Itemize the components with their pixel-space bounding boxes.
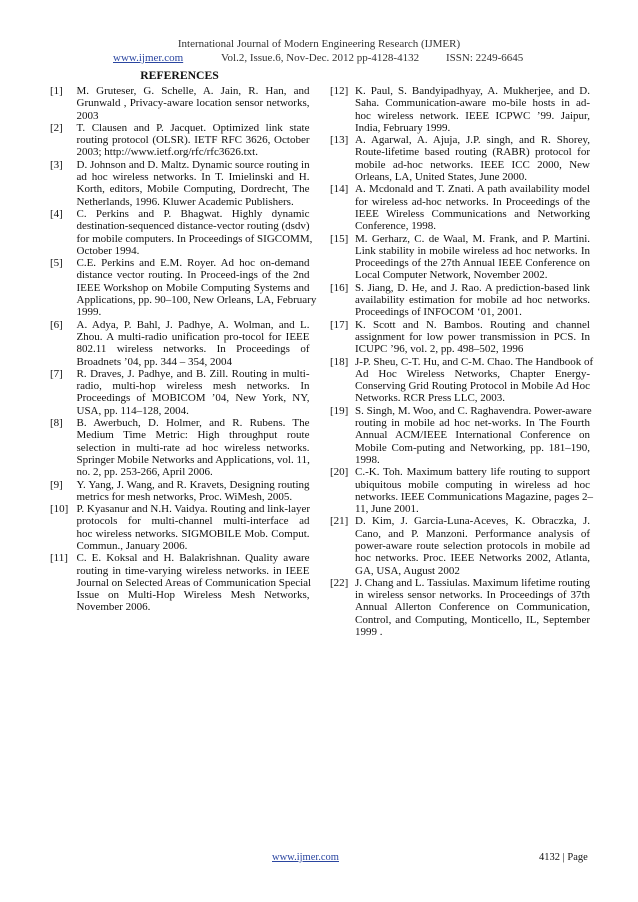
reference-line: Applications, pp. 90–100, New Orleans, LA, February bbox=[76, 294, 317, 307]
reference-item bbox=[330, 515, 592, 576]
reference-line: P. Kyasanur and N.H. Vaidya. Routing and link-layer bbox=[76, 503, 311, 516]
reference-line: for wireless ad-hoc networks. In Proceedings of the bbox=[355, 195, 590, 208]
reference-text bbox=[355, 183, 590, 232]
reference-item bbox=[50, 85, 310, 122]
footer-website-link[interactable]: www.ijmer.com bbox=[272, 852, 339, 863]
reference-line: metrics for mesh networks, Proc. WiMesh, 2005. bbox=[76, 490, 293, 503]
reference-line: IEEE Workshop on Mobile Computing Systems and bbox=[76, 281, 310, 294]
reference-line: C. Perkins and P. Bhagwat. Highly dynamic bbox=[76, 207, 310, 220]
issn: ISSN: 2249-6645 bbox=[446, 52, 524, 64]
reference-number: [16] bbox=[330, 281, 349, 294]
reference-number: [12] bbox=[330, 85, 349, 97]
reference-item bbox=[330, 405, 592, 466]
references-right-column bbox=[330, 85, 592, 638]
reference-text bbox=[77, 122, 310, 159]
reference-text bbox=[77, 368, 310, 417]
reference-line: in wireless sensor networks. In Proceedings of 37th bbox=[355, 589, 590, 602]
reference-number: [22] bbox=[330, 576, 349, 589]
reference-line: Broadnets ’04, pp. 344 – 354, 2004 bbox=[76, 355, 233, 368]
reference-line: Annual Allerton Conference on Communication, bbox=[355, 601, 590, 614]
reference-number: [3] bbox=[50, 158, 63, 171]
volume-info: Vol.2, Issue.6, Nov-Dec. 2012 pp-4128-4132 bbox=[221, 52, 420, 64]
reference-item bbox=[50, 207, 313, 257]
reference-line: C.E. Perkins and E.M. Royer. Ad hoc on-demand bbox=[76, 257, 310, 270]
reference-line: Medium Time Metric: High throughput route bbox=[76, 429, 310, 442]
reference-line: Link stability in mobile wireless ad hoc networks. In bbox=[355, 244, 590, 257]
journal-title: International Journal of Modern Engineering Research (IJMER) bbox=[177, 38, 461, 50]
reference-line: Annual ACM/IEEE International Conference on bbox=[355, 429, 590, 442]
reference-text bbox=[77, 503, 310, 552]
reference-line: Grunwald , Privacy-aware location sensor networks, bbox=[76, 97, 310, 110]
reference-line: IEEE Wireless Communications and Networking bbox=[355, 207, 590, 220]
reference-line: Proceedings of the 27th Annual IEEE Conference on bbox=[355, 257, 590, 270]
reference-text bbox=[355, 134, 590, 183]
reference-line: Commun., January 2006. bbox=[76, 539, 188, 552]
reference-line: routing in mobile ad hoc net-works. In The Fourth bbox=[355, 417, 590, 430]
reference-line: 802.11 wireless networks. In Proceedings of bbox=[76, 343, 310, 356]
reference-line: no. 2, pp. 253-266, April 2006. bbox=[76, 466, 213, 479]
reference-number: [21] bbox=[330, 515, 349, 528]
reference-line: C. E. Koksal and H. Balakrishnan. Quality aware bbox=[76, 552, 310, 565]
reference-line: Control, and Computing, Monticello, IL, September bbox=[355, 613, 590, 626]
reference-line: Netherlands, 1996. Kluwer Academic Publishers. bbox=[76, 195, 294, 208]
header-website-link[interactable]: www.ijmer.com bbox=[113, 52, 184, 64]
reference-line: Cano, and P. Manzoni. Performance analysis of bbox=[355, 527, 590, 540]
reference-item bbox=[50, 122, 310, 159]
reference-line: hoc networks. Proc. IEEE Networks 2002, Atlanta, bbox=[355, 552, 590, 565]
reference-line: Proceedings of MOBICOM ’04, New York, NY, bbox=[76, 392, 310, 405]
reference-line: Saha. Communication-aware mo-bile hosts in ad- bbox=[355, 97, 590, 110]
reference-item bbox=[330, 466, 592, 515]
reference-line: Korth, editors, Mobile Computing, Dordrecht, The bbox=[76, 183, 310, 196]
reference-text bbox=[77, 552, 310, 613]
reference-line: mobile ad-hoc networks. IEEE ICC 2000, New bbox=[355, 158, 590, 171]
reference-item bbox=[50, 479, 310, 504]
reference-text bbox=[76, 207, 313, 257]
reference-line: October 1994. bbox=[76, 244, 140, 257]
reference-line: radio, multi-hop wireless mesh networks. In bbox=[76, 380, 310, 393]
reference-line: selection in multi-rate ad hoc wireless networks. bbox=[76, 441, 310, 454]
reference-text bbox=[355, 233, 590, 282]
reference-item bbox=[330, 134, 592, 183]
reference-text bbox=[355, 319, 590, 356]
reference-number: [4] bbox=[50, 207, 63, 220]
reference-number: [2] bbox=[50, 121, 63, 134]
reference-item bbox=[330, 282, 592, 319]
reference-number: [1] bbox=[50, 85, 63, 97]
reference-item bbox=[50, 319, 310, 368]
reference-line: A. Agarwal, A. Ajuja, J.P. singh, and R. Shorey, bbox=[355, 134, 590, 147]
reference-line: J. Chang and L. Tassiulas. Maximum lifetime routing bbox=[355, 576, 590, 589]
reference-line: 11, June 2001. bbox=[355, 503, 419, 516]
reference-line: 1999. bbox=[76, 306, 102, 319]
reference-line: GA, USA, August 2002 bbox=[355, 564, 460, 577]
reference-item bbox=[330, 85, 592, 134]
reference-line: ubiquitous mobile computing in wireless ad hoc bbox=[355, 478, 590, 491]
reference-line: for mobile computers. In Proceedings of SIGCOMM, bbox=[76, 232, 313, 245]
reference-item bbox=[330, 356, 592, 405]
reference-line: D. Kim, J. Garcia-Luna-Aceves, K. Obraczka, J. bbox=[355, 515, 590, 528]
reference-item bbox=[50, 159, 310, 208]
reference-number: [20] bbox=[330, 466, 349, 479]
reference-line: November 2006. bbox=[76, 601, 151, 614]
reference-text bbox=[355, 405, 590, 466]
reference-text bbox=[77, 319, 310, 368]
reference-text bbox=[355, 85, 590, 134]
reference-item bbox=[50, 417, 310, 478]
reference-number: [6] bbox=[50, 318, 63, 331]
reference-text bbox=[355, 466, 593, 516]
reference-line: 1999 . bbox=[355, 626, 383, 639]
reference-item bbox=[330, 233, 592, 282]
reference-item bbox=[50, 552, 310, 613]
reference-line: ICUPC ’96, vol. 2, pp. 498–502, 1996 bbox=[355, 343, 524, 356]
reference-line: K. Scott and N. Bambos. Routing and channel bbox=[355, 318, 590, 331]
reference-line: B. Awerbuch, D. Holmer, and R. Rubens. The bbox=[76, 417, 310, 430]
reference-line: Springer Mobile Networks and Applications, vol. 11, bbox=[76, 453, 310, 466]
reference-line: J-P. Sheu, C-T. Hu, and C-M. Chao. The Handbook of bbox=[355, 355, 594, 368]
reference-text bbox=[77, 417, 310, 478]
reference-line: hoc wireless network. IEEE ICPWC ’99. Jaipur, bbox=[355, 109, 590, 122]
references-left-column bbox=[50, 85, 317, 614]
reference-item bbox=[330, 319, 592, 356]
reference-number: [15] bbox=[330, 232, 349, 245]
reference-line: S. Jiang, D. He, and J. Rao. A prediction-based link bbox=[355, 281, 590, 294]
reference-line: destination-sequenced distance-vector routing (dsdv) bbox=[76, 220, 310, 233]
reference-number: [17] bbox=[330, 318, 349, 331]
reference-line: 2003 bbox=[76, 109, 99, 122]
reference-line: Orleans, LA, United States, June 2000. bbox=[355, 171, 527, 184]
page-number: 4132 | Page bbox=[539, 852, 588, 863]
reference-line: T. Clausen and P. Jacquet. Optimized link state bbox=[76, 121, 310, 134]
references-heading: REFERENCES bbox=[140, 69, 219, 82]
reference-line: Journal on Selected Areas of Communication Special bbox=[76, 576, 312, 589]
reference-line: distance vector routing. In Proceed-ings of the 2nd bbox=[76, 269, 310, 282]
reference-text bbox=[77, 159, 310, 208]
reference-line: power-aware route selection protocols in mobile ad bbox=[355, 539, 590, 552]
reference-item bbox=[50, 503, 310, 552]
reference-line: D. Johnson and D. Maltz. Dynamic source routing in bbox=[76, 158, 310, 171]
reference-line: C.-K. Toh. Maximum battery life routing to support bbox=[355, 466, 590, 479]
reference-number: [11] bbox=[50, 552, 68, 565]
reference-line: M. Gruteser, G. Schelle, A. Jain, R. Han, and bbox=[76, 85, 310, 97]
reference-text bbox=[77, 479, 310, 504]
reference-item bbox=[330, 183, 592, 232]
reference-text bbox=[355, 355, 594, 405]
reference-line: availability estimation for mobile ad hoc networks. bbox=[355, 294, 590, 307]
reference-line: Proceedings of INFOCOM ‘01, 2001. bbox=[355, 306, 522, 319]
reference-text bbox=[355, 515, 590, 576]
reference-line: Local Computer Network, November 2002. bbox=[355, 269, 548, 282]
reference-item bbox=[50, 257, 317, 319]
reference-line: networks. IEEE Communications Magazine, pages 2– bbox=[355, 490, 593, 503]
reference-line: Conserving Grid Routing Protocol in Mobile Ad Hoc bbox=[355, 380, 590, 393]
reference-number: [19] bbox=[330, 404, 349, 417]
reference-line: 2003; http://www.ietf.org/rfc/rfc3626.txt. bbox=[76, 146, 258, 159]
reference-line: routing in time-varying wireless networks. in IEEE bbox=[76, 564, 310, 577]
reference-number: [18] bbox=[330, 355, 349, 368]
reference-line: R. Draves, J. Padhye, and B. Zill. Routing in multi- bbox=[76, 367, 310, 380]
reference-line: Route-lifetime based routing (RABR) protocol for bbox=[355, 146, 590, 159]
reference-line: M. Gerharz, C. de Waal, M. Frank, and P. Martini. bbox=[355, 232, 590, 245]
reference-text bbox=[355, 577, 590, 638]
reference-line: routing protocol (OLSR). IETF RFC 3626, October bbox=[76, 134, 310, 147]
reference-number: [5] bbox=[50, 257, 63, 270]
reference-line: hoc wireless networks. SIGMOBILE Mob. Comput. bbox=[76, 527, 310, 540]
reference-number: [10] bbox=[50, 503, 69, 516]
reference-item bbox=[50, 368, 310, 417]
reference-line: India, February 1999. bbox=[355, 121, 451, 134]
reference-number: [9] bbox=[50, 478, 63, 491]
reference-text bbox=[77, 85, 310, 122]
reference-item bbox=[330, 577, 592, 638]
reference-line: A. Adya, P. Bahl, J. Padhye, A. Wolman, and L. bbox=[76, 318, 310, 331]
reference-line: Issue on Multi-Hop Wireless Mesh Networks, bbox=[76, 589, 310, 602]
reference-line: ad hoc wireless networks. In T. Imielinski and H. bbox=[76, 171, 310, 184]
reference-line: Conference, 1998. bbox=[355, 220, 436, 233]
reference-line: A. Mcdonald and T. Znati. A path availability model bbox=[355, 183, 590, 196]
reference-line: assignment for low power transmission in PCS. In bbox=[355, 330, 590, 343]
reference-number: [14] bbox=[330, 183, 349, 196]
reference-line: Ad Hoc Wireless Networks, Chapter Energy- bbox=[355, 367, 590, 380]
reference-line: USA, pp. 114–128, 2004. bbox=[76, 404, 189, 417]
reference-line: Y. Yang, J. Wang, and R. Kravets, Designing routing bbox=[76, 478, 310, 491]
reference-line: Networks. RCR Press LLC, 2003. bbox=[355, 392, 506, 405]
reference-line: Mobile Com-puting and Networking, pp. 181–190, bbox=[355, 441, 590, 454]
reference-line: 1998. bbox=[355, 453, 380, 466]
reference-number: [7] bbox=[50, 367, 63, 380]
reference-line: Zhou. A multi-radio unification pro-tocol for IEEE bbox=[76, 330, 310, 343]
reference-text bbox=[76, 257, 317, 319]
reference-line: K. Paul, S. Bandyipadhyay, A. Mukherjee, and D. bbox=[355, 85, 590, 97]
reference-line: protocols for multi-channel multi-interface ad bbox=[76, 515, 310, 528]
reference-number: [8] bbox=[50, 417, 63, 430]
reference-line: S. Singh, M. Woo, and C. Raghavendra. Power-aware bbox=[355, 404, 592, 417]
reference-number: [13] bbox=[330, 134, 349, 147]
reference-text bbox=[355, 282, 590, 319]
